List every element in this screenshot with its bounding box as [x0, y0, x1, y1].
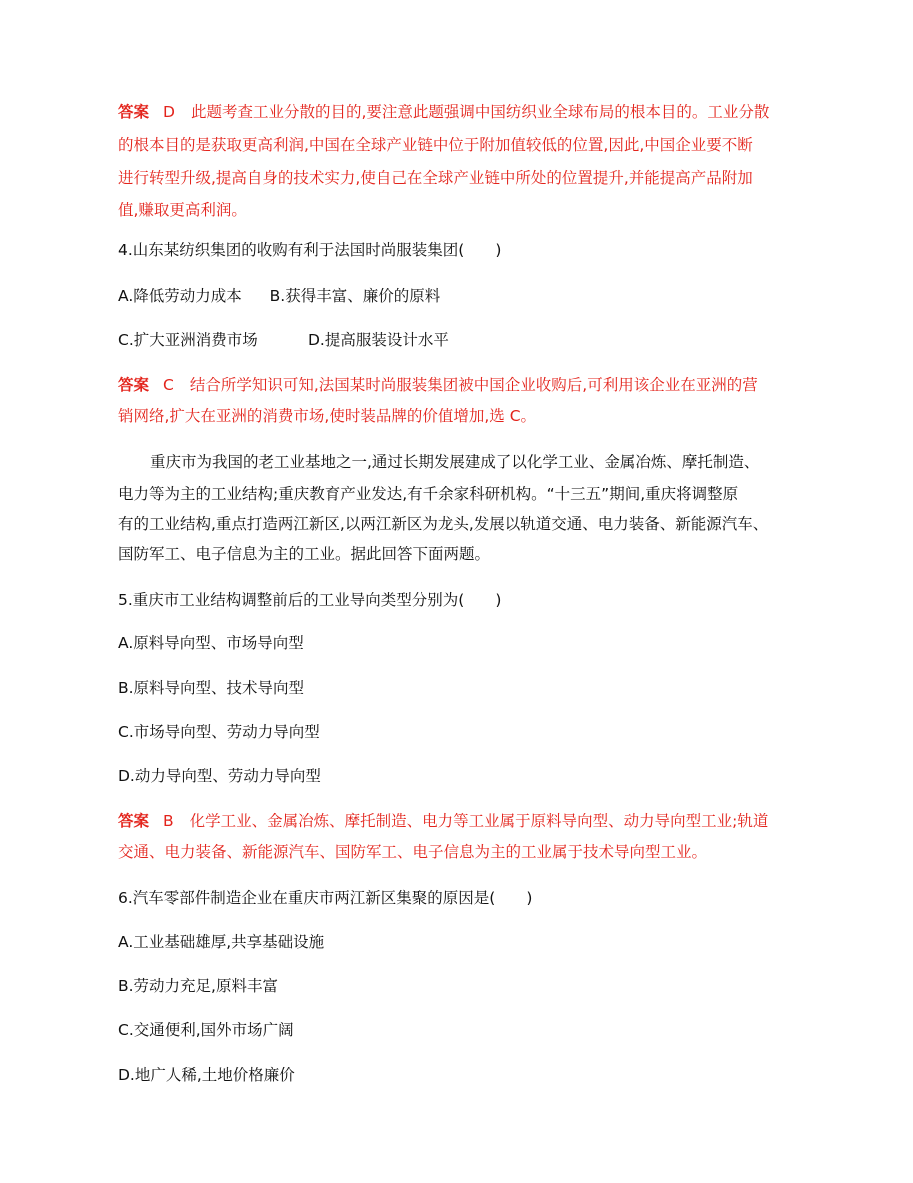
q4-option-c: C.扩大亚洲消费市场 [118, 331, 258, 349]
q4-option-b: B.获得丰富、廉价的原料 [269, 287, 441, 305]
answer-text: 结合所学知识可知,法国某时尚服装集团被中国企业收购后,可利用该企业在亚洲的营 [189, 376, 758, 394]
answer-prev-line-4: 值,赚取更高利润。 [118, 201, 247, 219]
q5-option-c: C.市场导向型、劳动力导向型 [118, 723, 320, 741]
q6-option-a: A.工业基础雄厚,共享基础设施 [118, 933, 325, 951]
answer-q5-line-2: 交通、电力装备、新能源汽车、国防军工、电子信息为主的工业属于技术导向型工业。 [118, 843, 708, 861]
question-4-stem: 4.山东某纺织集团的收购有利于法国时尚服装集团( ) [118, 241, 502, 259]
passage-line-3: 有的工业结构,重点打造两江新区,以两江新区为龙头,发展以轨道交通、电力装备、新能源汽车、 [118, 515, 769, 533]
q5-option-b: B.原料导向型、技术导向型 [118, 679, 305, 697]
passage-line-2: 电力等为主的工业结构;重庆教育产业发达,有千余家科研机构。“十三五”期间,重庆将调整原 [118, 485, 739, 503]
answer-label: 答案 [118, 376, 150, 394]
answer-label: 答案 [118, 812, 150, 830]
question-4-options-cd [118, 329, 449, 351]
answer-prev-line-1 [118, 101, 769, 123]
answer-q5-line-1 [118, 810, 768, 832]
question-4-options-ab [118, 285, 440, 307]
answer-text: 此题考查工业分散的目的,要注意此题强调中国纺织业全球布局的根本目的。工业分散 [190, 103, 770, 121]
answer-label: 答案 [118, 103, 150, 121]
answer-letter: C [163, 376, 174, 394]
answer-q4-line-1 [118, 374, 758, 396]
answer-letter: B [163, 812, 174, 830]
q5-option-a: A.原料导向型、市场导向型 [118, 634, 304, 652]
question-6-stem: 6.汽车零部件制造企业在重庆市两江新区集聚的原因是( ) [118, 889, 533, 907]
q4-option-d: D.提高服装设计水平 [308, 331, 449, 349]
q6-option-b: B.劳动力充足,原料丰富 [118, 977, 278, 995]
passage-line-4: 国防军工、电子信息为主的工业。据此回答下面两题。 [118, 545, 491, 563]
q6-option-d: D.地广人稀,土地价格廉价 [118, 1066, 295, 1084]
question-5-stem: 5.重庆市工业结构调整前后的工业导向类型分别为( ) [118, 591, 502, 609]
answer-q4-line-2: 销网络,扩大在亚洲的消费市场,使时装品牌的价值增加,选 C。 [118, 407, 537, 425]
answer-prev-line-3: 进行转型升级,提高自身的技术实力,使自己在全球产业链中所处的位置提升,并能提高产品附加 [118, 169, 753, 187]
q6-option-c: C.交通便利,国外市场广阔 [118, 1021, 294, 1039]
answer-letter: D [163, 103, 175, 121]
passage-line-1: 重庆市为我国的老工业基地之一,通过长期发展建成了以化学工业、金属冶炼、摩托制造、 [150, 453, 760, 471]
answer-prev-line-2: 的根本目的是获取更高利润,中国在全球产业链中位于附加值较低的位置,因此,中国企业要不断 [118, 136, 753, 154]
q4-option-a: A.降低劳动力成本 [118, 287, 242, 305]
q5-option-d: D.动力导向型、劳动力导向型 [118, 767, 321, 785]
answer-text: 化学工业、金属冶炼、摩托制造、电力等工业属于原料导向型、动力导向型工业;轨道 [189, 812, 769, 830]
